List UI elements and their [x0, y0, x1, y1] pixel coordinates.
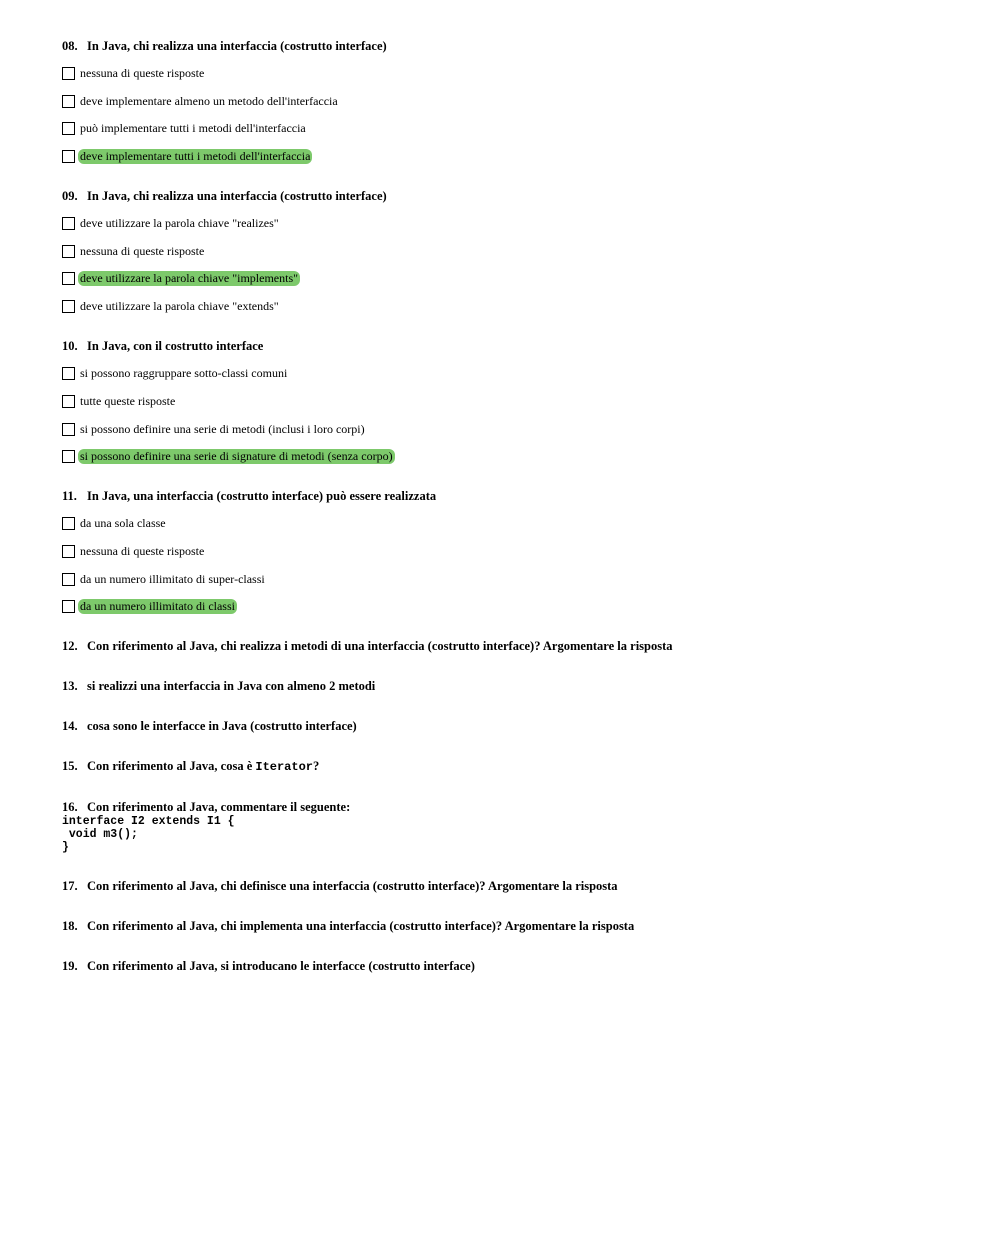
answer-text: nessuna di queste risposte: [80, 66, 205, 80]
answer-options: [62, 514, 962, 616]
question-text: Con riferimento al Java, chi definisce una interfaccia (costrutto interface)? Argomentare la risposta: [87, 879, 618, 894]
answer-option[interactable]: [62, 92, 962, 111]
checkbox[interactable]: [62, 423, 75, 436]
question-16: [62, 799, 962, 854]
checkbox[interactable]: [62, 245, 75, 258]
question-number: 09.: [62, 189, 78, 204]
answer-text-highlighted: da un numero illimitato di classi: [80, 599, 235, 614]
question-title: [62, 188, 962, 204]
answer-option[interactable]: [62, 269, 962, 288]
question-text: Con riferimento al Java, cosa è: [87, 759, 256, 774]
question-11: [62, 488, 962, 616]
answer-options: [62, 64, 962, 166]
answer-text: da un numero illimitato di super-classi: [80, 571, 265, 586]
inline-code: Iterator: [255, 760, 313, 775]
checkbox[interactable]: [62, 300, 75, 313]
question-text: In Java, una interfaccia (costrutto interface) può essere realizzata: [87, 489, 437, 504]
checkbox[interactable]: [62, 150, 75, 163]
question-number: 13.: [62, 679, 78, 694]
checkbox[interactable]: [62, 600, 75, 613]
question-15: [62, 758, 962, 775]
question-17: [62, 878, 962, 894]
question-title: [62, 638, 962, 654]
checkbox[interactable]: [62, 545, 75, 558]
question-number: 16.: [62, 800, 78, 815]
question-10: [62, 338, 962, 466]
question-number: 11.: [62, 489, 77, 504]
answer-text: deve utilizzare la parola chiave "realizes": [80, 216, 279, 231]
question-sheet: [62, 38, 962, 998]
answer-option[interactable]: [62, 514, 962, 533]
question-text: Con riferimento al Java, chi realizza i metodi di una interfaccia (costrutto interface)? Argomentare la risposta: [87, 639, 673, 654]
question-title: [62, 678, 962, 694]
question-08: [62, 38, 962, 166]
answer-option[interactable]: [62, 392, 962, 411]
question-title: [62, 38, 962, 54]
question-number: 14.: [62, 719, 78, 734]
answer-options: [62, 214, 962, 316]
answer-option[interactable]: [62, 147, 962, 166]
question-12: [62, 638, 962, 654]
answer-option[interactable]: [62, 242, 962, 261]
answer-text: nessuna di queste risposte: [80, 543, 205, 558]
question-text: In Java, chi realizza una interfaccia (costrutto interface): [87, 189, 387, 204]
question-text: Con riferimento al Java, chi implementa una interfaccia (costrutto interface)? Argomentare la risposta: [87, 919, 635, 934]
answer-text: deve implementare almeno un metodo dell'interfaccia: [80, 93, 338, 108]
question-title: [62, 338, 962, 354]
answer-text-highlighted: deve utilizzare la parola chiave "implements": [80, 271, 299, 286]
question-09: [62, 188, 962, 316]
question-text: Con riferimento al Java, commentare il seguente:: [87, 800, 351, 815]
question-title: [62, 799, 962, 815]
answer-text-highlighted: deve implementare tutti i metodi dell'interfaccia: [80, 149, 311, 164]
answer-option[interactable]: [62, 364, 962, 383]
question-text: In Java, chi realizza una interfaccia (costrutto interface): [87, 39, 387, 53]
question-14: [62, 718, 962, 734]
answer-option[interactable]: [62, 570, 962, 589]
answer-option[interactable]: [62, 447, 962, 466]
question-text: cosa sono le interfacce in Java (costrutto interface): [87, 719, 357, 734]
answer-text: nessuna di queste risposte: [80, 243, 205, 258]
code-line: interface I2 extends I1 {: [62, 815, 235, 829]
checkbox[interactable]: [62, 395, 75, 408]
checkbox[interactable]: [62, 272, 75, 285]
question-number: 12.: [62, 639, 78, 654]
code-line: void m3();: [62, 828, 138, 842]
question-title: [62, 958, 962, 974]
checkbox[interactable]: [62, 573, 75, 586]
answer-option[interactable]: [62, 597, 962, 616]
code-line: }: [62, 841, 69, 855]
question-number: 15.: [62, 759, 78, 774]
answer-text: tutte queste risposte: [80, 393, 176, 408]
checkbox[interactable]: [62, 367, 75, 380]
question-title: [62, 488, 962, 504]
question-number: 18.: [62, 919, 78, 934]
question-title: [62, 918, 962, 934]
answer-option[interactable]: [62, 214, 962, 233]
checkbox[interactable]: [62, 67, 75, 80]
question-title: [62, 878, 962, 894]
checkbox[interactable]: [62, 450, 75, 463]
code-block: [62, 815, 962, 854]
question-text: Con riferimento al Java, si introducano le interfacce (costrutto interface): [87, 959, 475, 974]
question-number: 10.: [62, 339, 78, 354]
answer-text: si possono definire una serie di metodi (inclusi i loro corpi): [80, 421, 365, 436]
answer-text: deve utilizzare la parola chiave "extends": [80, 299, 279, 314]
answer-text: da una sola classe: [80, 516, 166, 531]
checkbox[interactable]: [62, 122, 75, 135]
question-number: 17.: [62, 879, 78, 894]
answer-option[interactable]: [62, 420, 962, 439]
multiple-choice-section: [62, 38, 962, 616]
question-18: [62, 918, 962, 934]
checkbox[interactable]: [62, 517, 75, 530]
question-text: si realizzi una interfaccia in Java con almeno 2 metodi: [87, 679, 376, 694]
answer-option[interactable]: [62, 119, 962, 138]
question-19: [62, 958, 962, 974]
question-number: 19.: [62, 959, 78, 974]
question-suffix: ?: [312, 759, 320, 774]
checkbox[interactable]: [62, 95, 75, 108]
answer-text: può implementare tutti i metodi dell'interfaccia: [80, 121, 306, 136]
answer-option[interactable]: [62, 542, 962, 561]
checkbox[interactable]: [62, 217, 75, 230]
answer-text-highlighted: si possono definire una serie di signature di metodi (senza corpo): [80, 449, 393, 464]
question-title: [62, 718, 962, 734]
answer-options: [62, 364, 962, 466]
question-title: [62, 758, 962, 775]
answer-option[interactable]: [62, 297, 962, 316]
question-13: [62, 678, 962, 694]
answer-option[interactable]: [62, 64, 962, 83]
question-text: In Java, con il costrutto interface: [87, 339, 264, 354]
question-number: 08.: [62, 39, 78, 53]
answer-text: si possono raggruppare sotto-classi comuni: [80, 366, 288, 381]
